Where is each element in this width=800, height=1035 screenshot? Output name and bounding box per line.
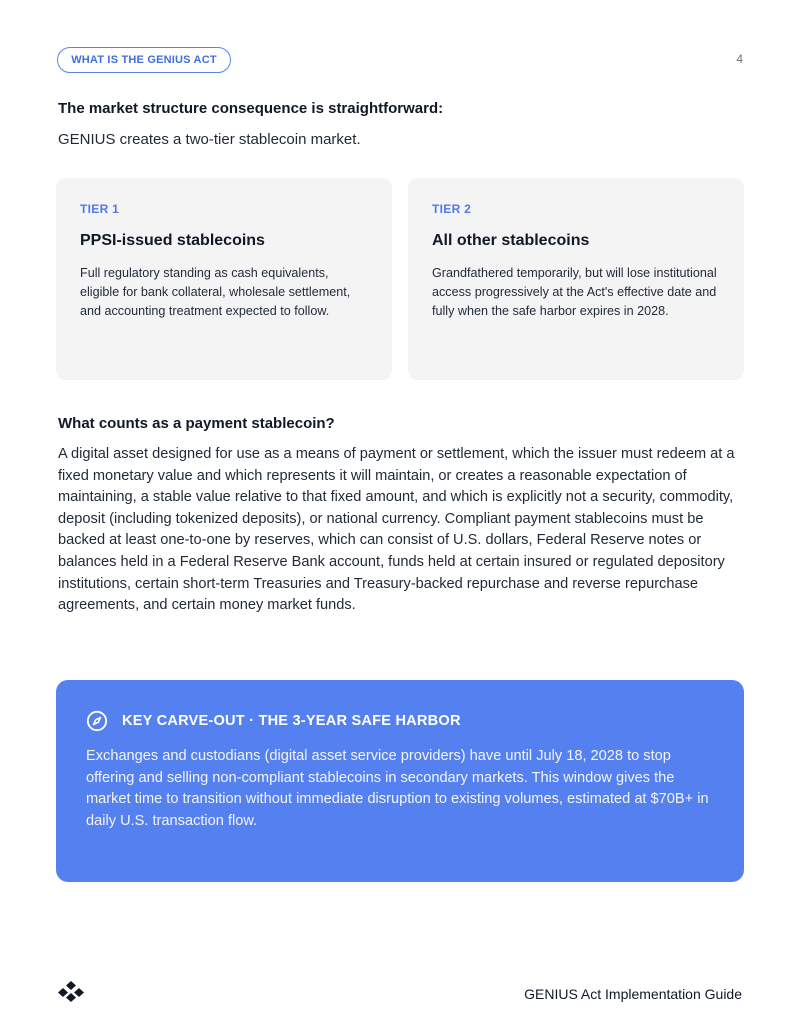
tier-card-2 bbox=[408, 178, 744, 380]
definition-body: A digital asset designed for use as a means of payment or settlement, which the issuer must redeem at a fixed monetary value and which represents it will maintain, or creates a reasonable expectation of maintaining, a stable value relative to that fixed amount, and which is explicitly not a security, commodity, deposit (including tokenized deposits), or national currency. Compliant payment stablecoins must be backed at least one-to-one by reserves, which can consist of U.S. dollars, Federal Reserve notes or balances held in a Federal Reserve Bank account, funds held at certain insured or regulated depository institutions, certain short-term Treasuries and Treasury-backed repurchase and reverse repurchase agreements, and certain money market funds. bbox=[58, 446, 735, 614]
tier-description: Full regulatory standing as cash equivalents, eligible for bank collateral, wholesale settlement, and accounting treatment expected to follow. bbox=[80, 266, 351, 318]
tier-card-1 bbox=[56, 178, 392, 380]
tier-label: TIER 1 bbox=[80, 202, 120, 216]
intro-lead: GENIUS creates a two-tier stablecoin market. bbox=[58, 131, 361, 148]
tier-label: TIER 2 bbox=[432, 202, 472, 216]
tier-description: Grandfathered temporarily, but will lose institutional access progressively at the Act's effective date and fully when the safe harbor expires in 2028. bbox=[432, 266, 717, 318]
callout-title: KEY CARVE-OUT · THE 3-YEAR SAFE HARBOR bbox=[122, 713, 461, 729]
callout-header bbox=[86, 710, 714, 732]
callout-body: Exchanges and custodians (digital asset service providers) have until July 18, 2028 to stop offering and selling non-compliant stablecoins in secondary markets. This window gives the market time to transition without immediate disruption to existing volumes, estimated at $70B+ in daily U.S. transaction flow. bbox=[86, 748, 709, 829]
intro-heading: The market structure consequence is straightforward: bbox=[58, 100, 444, 117]
tier-title: PPSI-issued stablecoins bbox=[80, 232, 265, 249]
page-number: 4 bbox=[736, 52, 743, 66]
tier-title: All other stablecoins bbox=[432, 232, 590, 249]
definition-heading: What counts as a payment stablecoin? bbox=[58, 415, 335, 432]
diamond-logo-icon bbox=[57, 980, 85, 1004]
footer-title: GENIUS Act Implementation Guide bbox=[524, 986, 742, 1002]
section-pill: WHAT IS THE GENIUS ACT bbox=[57, 47, 231, 73]
safe-harbor-callout bbox=[56, 680, 744, 882]
compass-icon bbox=[86, 710, 108, 732]
